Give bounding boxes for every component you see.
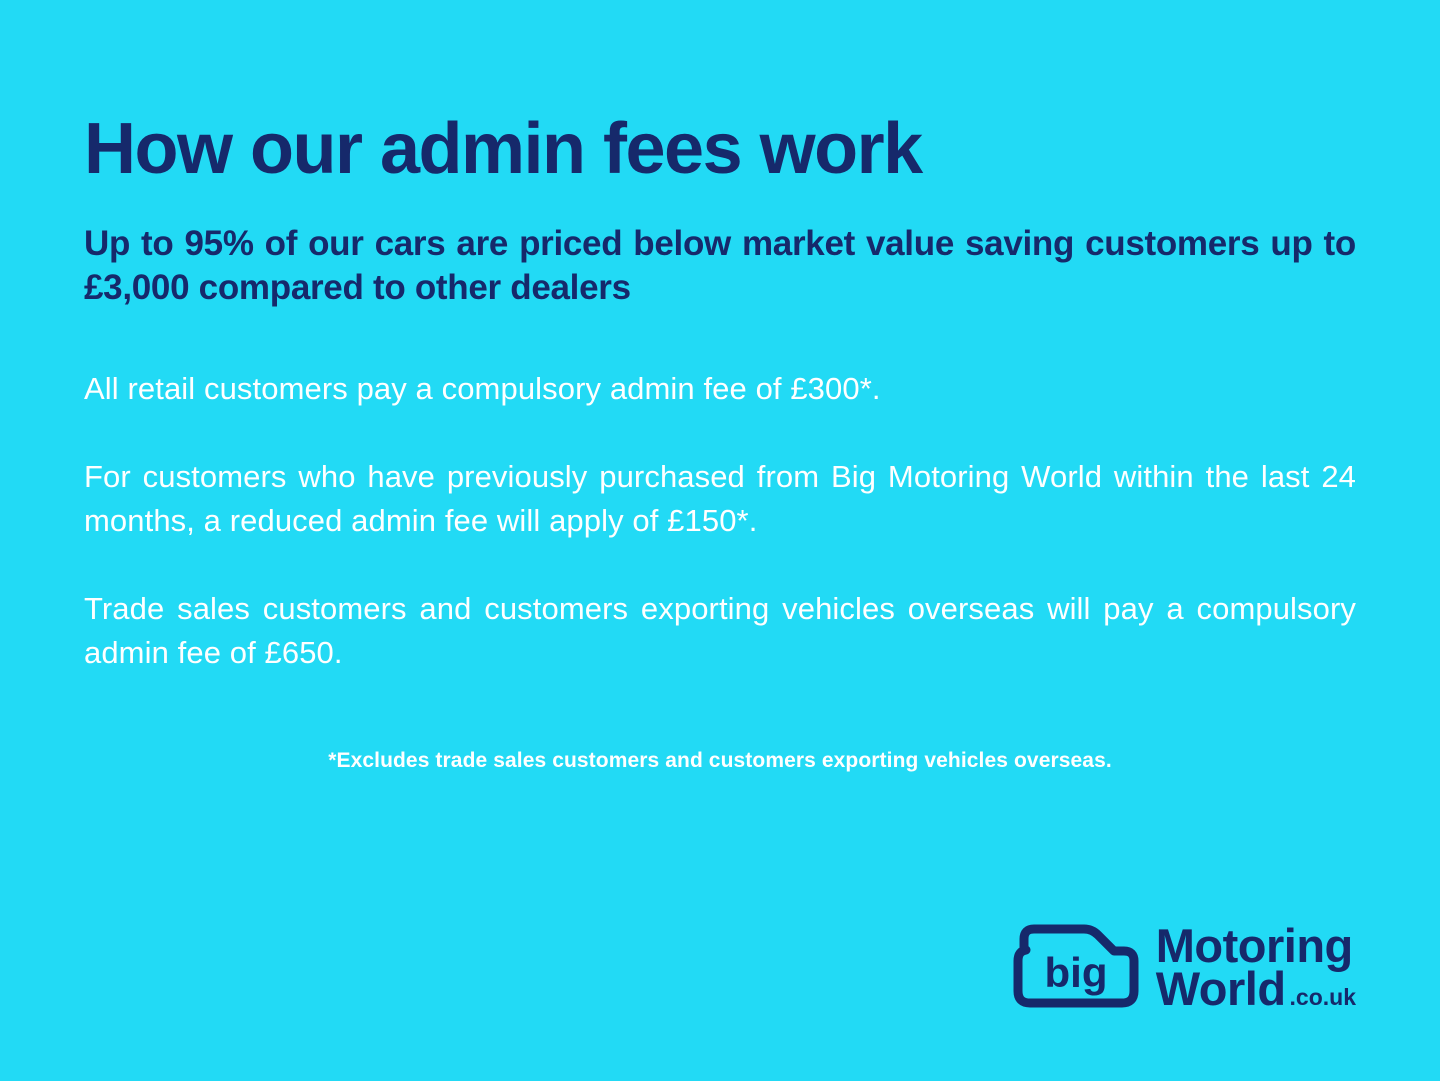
big-logo-mark-icon [1010, 915, 1142, 1019]
logo-line-motoring: Motoring [1155, 918, 1353, 972]
svg-text:big: big [1044, 949, 1108, 996]
paragraph-retail-fee: All retail customers pay a compulsory admin fee of £300*. [84, 371, 881, 407]
logo-line-world [1155, 962, 1356, 1015]
page-title: How our admin fees work [84, 109, 922, 189]
footnote-exclusions: *Excludes trade sales customers and customers exporting vehicles overseas. [328, 749, 1112, 773]
paragraph-trade-export-fee: Trade sales customers and customers exporting vehicles overseas will pay a compulsory admin fee of £650. [84, 591, 1356, 671]
subheading: Up to 95% of our cars are priced below market value saving customers up to £3,000 compared to other dealers [84, 223, 1356, 308]
paragraph-returning-customer-fee: For customers who have previously purchased from Big Motoring World within the last 24 months, a reduced admin fee will apply of £150*. [84, 459, 1356, 539]
logo-word-world: World [1155, 962, 1286, 1015]
big-motoring-world-logo [1010, 915, 1356, 1019]
logo-wordmark [1155, 918, 1356, 1015]
logo-tld: .co.uk [1289, 984, 1356, 1010]
